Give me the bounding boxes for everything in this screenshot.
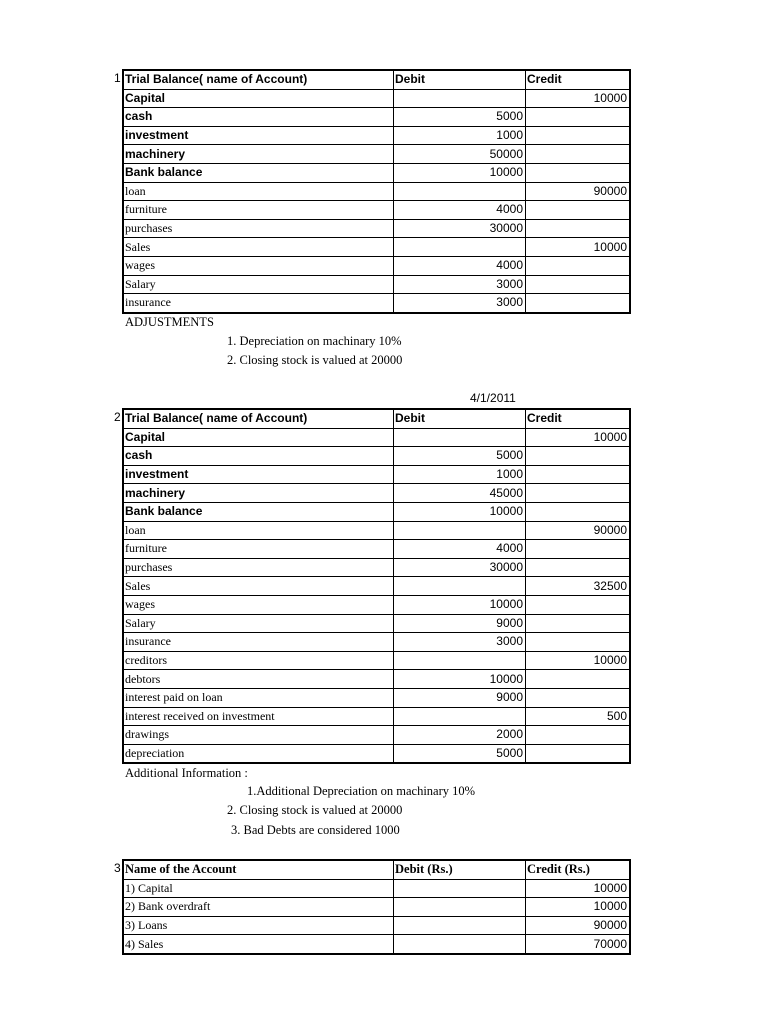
credit-cell: 32500 bbox=[526, 577, 631, 596]
debit-cell: 1000 bbox=[394, 126, 526, 145]
account-cell: 3) Loans bbox=[123, 916, 394, 935]
debit-cell bbox=[394, 879, 526, 898]
debit-cell: 4000 bbox=[394, 201, 526, 220]
header-debit: Debit bbox=[394, 70, 526, 89]
credit-cell: 10000 bbox=[526, 89, 631, 108]
debit-cell: 10000 bbox=[394, 163, 526, 182]
account-cell: Capital bbox=[123, 89, 394, 108]
credit-cell: 10000 bbox=[526, 898, 631, 917]
account-cell: Capital bbox=[123, 428, 394, 447]
account-cell: furniture bbox=[123, 201, 394, 220]
credit-cell: 500 bbox=[526, 707, 631, 726]
account-cell: cash bbox=[123, 447, 394, 466]
debit-cell: 5000 bbox=[394, 744, 526, 763]
account-cell: machinery bbox=[123, 145, 394, 164]
debit-cell: 3000 bbox=[394, 633, 526, 652]
credit-cell: 90000 bbox=[526, 521, 631, 540]
account-cell: investment bbox=[123, 126, 394, 145]
account-cell: Bank balance bbox=[123, 163, 394, 182]
header-debit: Debit bbox=[394, 409, 526, 428]
account-cell: 1) Capital bbox=[123, 879, 394, 898]
table3-number: 3 bbox=[114, 861, 121, 875]
account-cell: purchases bbox=[123, 558, 394, 577]
additional-info-title: Additional Information : bbox=[125, 766, 248, 780]
debit-cell: 10000 bbox=[394, 502, 526, 521]
table-row bbox=[123, 898, 630, 917]
debit-cell bbox=[394, 935, 526, 954]
debit-cell: 3000 bbox=[394, 294, 526, 313]
account-cell: insurance bbox=[123, 294, 394, 313]
debit-cell: 30000 bbox=[394, 219, 526, 238]
debit-cell: 1000 bbox=[394, 465, 526, 484]
credit-cell: 10000 bbox=[526, 428, 631, 447]
debit-cell: 3000 bbox=[394, 275, 526, 294]
table1-number: 1 bbox=[114, 71, 121, 85]
debit-cell: 4000 bbox=[394, 540, 526, 559]
debit-cell: 5000 bbox=[394, 447, 526, 466]
credit-cell: 10000 bbox=[526, 651, 631, 670]
credit-cell: 10000 bbox=[526, 879, 631, 898]
table2-number: 2 bbox=[114, 410, 121, 424]
debit-cell: 4000 bbox=[394, 256, 526, 275]
account-cell: purchases bbox=[123, 219, 394, 238]
account-cell: creditors bbox=[123, 651, 394, 670]
debit-cell bbox=[394, 898, 526, 917]
additional-info-note: 3. Bad Debts are considered 1000 bbox=[231, 823, 400, 837]
accounts-table-3 bbox=[122, 859, 631, 955]
credit-cell: 90000 bbox=[526, 182, 631, 201]
table-row bbox=[123, 935, 630, 954]
table-row bbox=[123, 916, 630, 935]
account-cell: wages bbox=[123, 256, 394, 275]
account-cell: cash bbox=[123, 108, 394, 127]
header-credit: Credit bbox=[526, 70, 631, 89]
table-row bbox=[123, 879, 630, 898]
credit-cell: 90000 bbox=[526, 916, 631, 935]
debit-cell: 10000 bbox=[394, 670, 526, 689]
account-cell: Bank balance bbox=[123, 502, 394, 521]
adjustment-note: 2. Closing stock is valued at 20000 bbox=[227, 353, 403, 367]
debit-cell: 9000 bbox=[394, 688, 526, 707]
debit-cell: 10000 bbox=[394, 595, 526, 614]
adjustment-note: 1. Depreciation on machinary 10% bbox=[227, 334, 402, 348]
account-cell: interest received on investment bbox=[123, 707, 394, 726]
debit-cell bbox=[394, 916, 526, 935]
account-cell: machinery bbox=[123, 484, 394, 503]
header-credit: Credit (Rs.) bbox=[526, 860, 631, 879]
additional-info-note: 1.Additional Depreciation on machinary 10% bbox=[247, 784, 476, 798]
account-cell: loan bbox=[123, 521, 394, 540]
debit-cell: 30000 bbox=[394, 558, 526, 577]
account-cell: Sales bbox=[123, 577, 394, 596]
debit-cell: 45000 bbox=[394, 484, 526, 503]
debit-cell: 9000 bbox=[394, 614, 526, 633]
account-cell: 2) Bank overdraft bbox=[123, 898, 394, 917]
account-cell: debtors bbox=[123, 670, 394, 689]
table-header-row bbox=[123, 860, 630, 879]
credit-cell: 10000 bbox=[526, 238, 631, 257]
account-cell: insurance bbox=[123, 633, 394, 652]
header-account: Trial Balance( name of Account) bbox=[123, 70, 394, 89]
adjustments-title: ADJUSTMENTS bbox=[125, 315, 214, 329]
account-cell: interest paid on loan bbox=[123, 688, 394, 707]
header-credit: Credit bbox=[526, 409, 631, 428]
header-account: Trial Balance( name of Account) bbox=[123, 409, 394, 428]
debit-cell: 5000 bbox=[394, 108, 526, 127]
account-cell: investment bbox=[123, 465, 394, 484]
date-label: 4/1/2011 bbox=[470, 391, 516, 405]
account-cell: Salary bbox=[123, 614, 394, 633]
account-cell: drawings bbox=[123, 726, 394, 745]
account-cell: Sales bbox=[123, 238, 394, 257]
account-cell: wages bbox=[123, 595, 394, 614]
account-cell: depreciation bbox=[123, 744, 394, 763]
debit-cell: 50000 bbox=[394, 145, 526, 164]
additional-info-note: 2. Closing stock is valued at 20000 bbox=[227, 803, 403, 817]
header-account: Name of the Account bbox=[123, 860, 394, 879]
account-cell: 4) Sales bbox=[123, 935, 394, 954]
credit-cell: 70000 bbox=[526, 935, 631, 954]
account-cell: furniture bbox=[123, 540, 394, 559]
header-debit: Debit (Rs.) bbox=[394, 860, 526, 879]
account-cell: Salary bbox=[123, 275, 394, 294]
account-cell: loan bbox=[123, 182, 394, 201]
debit-cell: 2000 bbox=[394, 726, 526, 745]
